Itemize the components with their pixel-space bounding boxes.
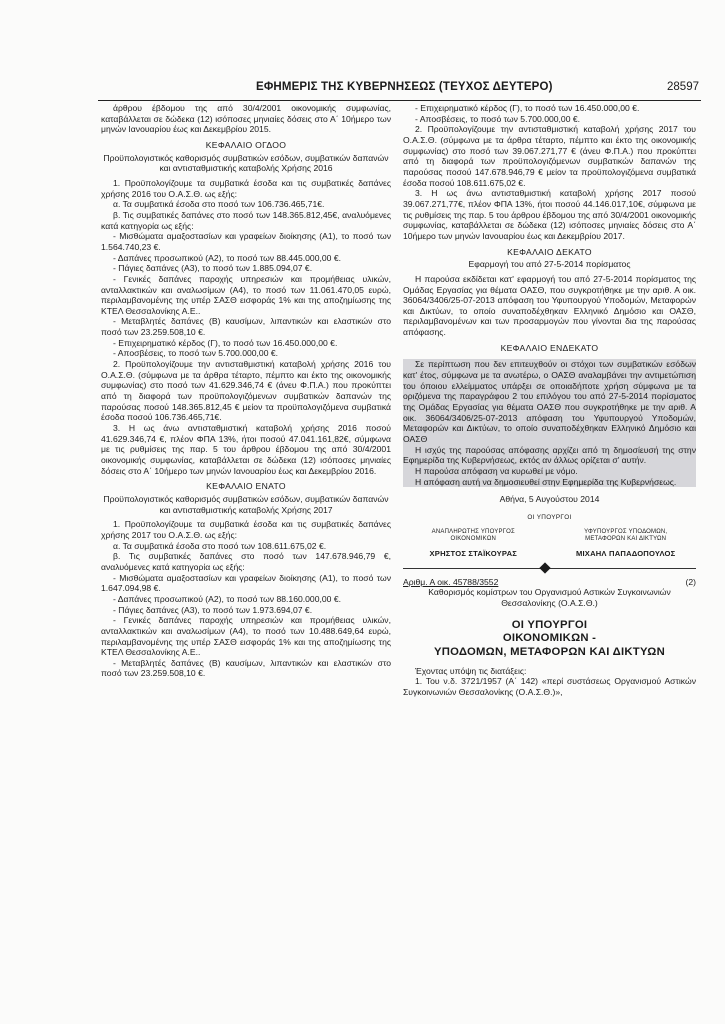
paragraph: 3. Η ως άνω αντισταθμιστική καταβολή χρήσης 2017 ποσού 39.067.271,77€, πλέον ΦΠΑ 13%, ήτοι ποσού 44.146.017,10€, σύμφωνα με τις ρυθμίσεις της παρ. 5 του άρθρου έβδομου της από 30/4/2001 οικονομικής συμφωνίας, καταβάλλεται σε δώδεκα (12) ισόποσες μηνιαίες δόσεις στο Α΄ 10ήμερο των μηνών Ιανουαρίου έως και Δεκεμβρίου 2017. — [403, 188, 696, 241]
chapter-heading: ΚΕΦΑΛΑΙΟ ΟΓΔΟΟ — [205, 139, 287, 150]
list-item: - Γενικές δαπάνες παροχής υπηρεσιών και προμήθειας υλικών, ανταλλακτικών και αναλωσίμων (Α4), το ποσό των 11.061.470,05 ευρώ, περιλαμβανομένης της υπέρ ΣΑΣΘ εισφοράς 1% και της αποζημίωσης της ΚΤΕΛ Θεσσαλονίκης Α.Ε.. — [101, 273, 391, 316]
list-item: α. Τα συμβατικά έσοδα στο ποσό των 106.736.465,71€. — [113, 199, 325, 210]
reference-sequence: (2) — [685, 576, 696, 587]
paragraph: 1. Του ν.δ. 3721/1957 (Α΄ 142) «περί συστάσεως Οργανισμού Αστικών Συγκοινωνιών Θεσσαλονίκης (Ο.Α.Σ.Θ.)», — [403, 676, 696, 697]
list-item: - Δαπάνες προσωπικού (Α2), το ποσό των 88.160.000,00 €. — [113, 593, 341, 604]
chapter-subtitle: Προϋπολογιστικός καθορισμός συμβατικών εσόδων, συμβατικών δαπανών και αντισταθμιστικής καταβολής Χρήσης 2017 — [103, 493, 389, 515]
paragraph: Η παρούσα εκδίδεται κατ' εφαρμογή του από 27-5-2014 πορίσματος της Ομάδας Εργασίας για θέματα ΟΑΣΘ, που συγκροτήθηκε με την αριθ. Α οικ. 36064/3406/25-07-2013 απόφαση του Υφυπουργού Υποδομών, Μεταφορών και Δικτύων, το οποίο συναποδέχθηκαν Ελληνικό Δημόσιο και ΟΑΣΘ, περιλαμβανομένων και των προσαρμογών που γίνονται δια της παρούσας απόφασης. — [403, 273, 696, 338]
signer-role: ΑΝΑΠΛΗΡΩΤΗΣ ΥΠΟΥΡΓΟΣ — [431, 528, 515, 535]
paragraph: Έχοντας υπόψη τις διατάξεις: — [415, 665, 527, 676]
diamond-ornament-icon — [539, 562, 550, 573]
reference-number: Αριθμ. Α οικ. 45788/3552 — [403, 576, 499, 587]
paragraph: 3. Η ως άνω αντισταθμιστική καταβολή χρήσης 2016 ποσού 41.629.346,74 €, πλέον ΦΠΑ 13%, ήτοι ποσού 47.041.161,82€, σύμφωνα με τις ρυθμίσεις της παρ. 5 του άρθρου έβδομου της από 30/4/2001 οικονομικής συμφωνίας, καταβάλλεται σε δώδεκα (12) ισόποσες μηνιαίες δόσεις στο Α΄ 10ήμερο των μηνών Ιανουαρίου έως και Δεκεμβρίου 2016. — [101, 423, 391, 476]
page-number: 28597 — [667, 81, 699, 93]
chapter-heading: ΚΕΦΑΛΑΙΟ ΕΝΑΤΟ — [206, 481, 286, 492]
paragraph: 1. Προϋπολογίζουμε τα συμβατικά έσοδα και τις συμβατικές δαπάνες χρήσης 2017 του Ο.Α.Σ.Θ. ως εξής: — [101, 519, 391, 540]
list-item: - Μισθώματα αμαξοστασίων και γραφείων διοίκησης (Α1), το ποσό των 1.564.740,23 €. — [101, 231, 391, 252]
decision-reference — [403, 577, 696, 588]
list-item: - Γενικές δαπάνες παροχής υπηρεσιών και προμήθειας υλικών, ανταλλακτικών και αναλωσίμων (Α4), το ποσό των 10.488.649,64 ευρώ, περιλαμβανομένης της υπέρ ΣΑΣΘ εισφοράς 1% και της αποζημίωσης της ΚΤΕΛ Θεσσαλονίκης Α.Ε.. — [101, 615, 391, 658]
highlighted-paragraph: Η απόφαση αυτή να δημοσιευθεί στην Εφημερίδα της Κυβερνήσεως. — [403, 477, 696, 488]
chapter-subtitle: Προϋπολογιστικός καθορισμός συμβατικών εσόδων, συμβατικών δαπανών και αντισταθμιστικής καταβολής Χρήσης 2016 — [103, 152, 389, 174]
list-item: - Επιχειρηματικό κέρδος (Γ), το ποσό των 16.450.000,00 €. — [415, 103, 640, 113]
signatures — [403, 529, 696, 558]
highlighted-paragraph: Η ισχύς της παρούσας απόφασης αρχίζει από τη δημοσίευσή της στην Εφημερίδα της Κυβερνήσεως, εκτός αν άλλως ορίζεται σ' αυτήν. — [403, 444, 696, 466]
list-item: - Επιχειρηματικό κέρδος (Γ), το ποσό των 16.450.000,00 €. — [113, 337, 338, 348]
paragraph: 1. Προϋπολογίζουμε τα συμβατικά έσοδα και τις συμβατικές δαπάνες χρήσης 2016 του Ο.Α.Σ.Θ. ως εξής: — [101, 177, 391, 199]
list-item: - Μεταβλητές δαπάνες (Β) καυσίμων, λιπαντικών και ελαστικών στο ποσό των 23.259.508,10 €. — [101, 657, 391, 679]
highlighted-paragraph: Σε περίπτωση που δεν επιτευχθούν οι στόχοι των συμβατικών εσόδων κατ' έτος, σύμφωνα με τα ανωτέρω, ο ΟΑΣΘ αναλαμβάνει την αντιμετώπιση του όποιου ελλείμματος υπάρξει σε οποιαδήποτε χρήση σύμφωνα με τα οριζόμενα της παραγράφου 2 του επιλόγου του από 27-5-2014 πορίσματος της Ομάδας Εργασίας για θέματα ΟΑΣΘ που συγκροτήθηκε με την αριθ. Α οικ. 36064/3406/25-07-2013 απόφαση του Υφυπουργού Υποδομών, Μεταφορών και Δικτύων, το οποίο συναποδέχθηκαν Ελληνικό Δημόσιο και ΟΑΣΘ — [403, 359, 696, 445]
signature-block — [555, 529, 696, 558]
gazette-title: ΕΦΗΜΕΡΙΣ ΤΗΣ ΚΥΒΕΡΝΗΣΕΩΣ (ΤΕΥΧΟΣ ΔΕΥΤΕΡΟ) — [256, 81, 553, 93]
signer-role: ΜΕΤΑΦΟΡΩΝ ΚΑΙ ΔΙΚΤΥΩΝ — [585, 536, 667, 543]
list-item: β. Τις συμβατικές δαπάνες στο ποσό των 148.365.812,45€, αναλυόμενες κατά κατηγορία ως εξής: — [101, 209, 391, 231]
ministers-heading: ΟΙΚΟΝΟΜΙΚΩΝ - — [502, 632, 597, 645]
list-item: - Μισθώματα αμαξοστασίων και γραφείων διοίκησης (Α1), το ποσό των 1.647.094,98 €. — [101, 572, 391, 594]
paragraph: 2. Προϋπολογίζουμε την αντισταθμιστική καταβολή χρήσης 2017 του Ο.Α.Σ.Θ. (σύμφωνα με τα άρθρα τέταρτο, πέμπτο και έκτο της οικονομικής συμφωνίας) στο ποσό των 39.067.271,77 € (άνευ Φ.Π.Α.) που προκύπτει από τη διαφορά των προϋπολογιζόμενων συμβατικών δαπανών της παρούσας ποσού 147.678.946,79 € μείον τα προϋπολογιζόμενα συμβατικά έσοδα ποσού 108.611.675,02 €. — [403, 124, 696, 188]
chapter-heading: ΚΕΦΑΛΑΙΟ ΔΕΚΑΤΟ — [507, 246, 592, 257]
signature-block — [403, 529, 544, 558]
section-separator — [403, 563, 696, 573]
ministers-title: ΟΙ ΥΠΟΥΡΓΟΙ — [527, 513, 572, 521]
list-item: α. Τα συμβατικά έσοδα στο ποσό των 108.611.675,02 €. — [113, 540, 327, 551]
right-column — [403, 103, 696, 698]
paragraph: άρθρου έβδομου της από 30/4/2001 οικονομικής συμφωνίας, καταβάλλεται σε δώδεκα (12) ισόποσες μηνιαίες δόσεις στο Α΄ 10ήμερο των μηνών Ιανουαρίου έως και Δεκεμβρίου 2015. — [101, 103, 391, 135]
page-header — [98, 80, 701, 101]
ministers-heading: ΟΙ ΥΠΟΥΡΓΟΙ — [511, 618, 588, 631]
list-item: - Μεταβλητές δαπάνες (Β) καυσίμων, λιπαντικών και ελαστικών στο ποσό των 23.259.508,10 €. — [101, 316, 391, 338]
list-item: β. Τις συμβατικές δαπάνες στο ποσό των 147.678.946,79 €, αναλυόμενες κατά κατηγορία ως εξής: — [101, 551, 391, 572]
highlighted-paragraph: Η παρούσα απόφαση να κυρωθεί με νόμο. — [403, 466, 696, 477]
decision-title: Καθορισμός κομίστρων του Οργανισμού Αστικών Συγκοινωνιών Θεσσαλονίκης (Ο.Α.Σ.Θ.) — [428, 587, 671, 609]
list-item: - Πάγιες δαπάνες (Α3), το ποσό των 1.973.694,07 €. — [113, 604, 313, 615]
ministers-heading: ΥΠΟΔΟΜΩΝ, ΜΕΤΑΦΟΡΩΝ ΚΑΙ ΔΙΚΤΥΩΝ — [433, 645, 666, 658]
list-item: - Πάγιες δαπάνες (Α3), το ποσό των 1.885.094,07 €. — [113, 263, 313, 274]
list-item: - Αποσβέσεις, το ποσό των 5.700.000,00 €. — [415, 113, 581, 124]
signing-date: Αθήνα, 5 Αυγούστου 2014 — [499, 494, 600, 505]
chapter-heading: ΚΕΦΑΛΑΙΟ ΕΝΔΕΚΑΤΟ — [500, 342, 599, 353]
left-column — [101, 103, 391, 679]
paragraph: 2. Προϋπολογίζουμε την αντισταθμιστική καταβολή χρήσης 2016 του Ο.Α.Σ.Θ. (σύμφωνα με τα άρθρα τέταρτο, πέμπτο και έκτο της οικονομικής συμφωνίας) στο ποσό των 41.629.346,74 € (άνευ Φ.Π.Α.) που προκύπτει από τη διαφορά των προϋπολογιζόμενων συμβατικών δαπανών της παρούσας ποσού 148.365.812,45 € μείον τα προϋπολογιζόμενα συμβατικά έσοδα ποσού 106.736.465,71€. — [101, 359, 391, 423]
signer-name: ΧΡΗΣΤΟΣ ΣΤΑΪΚΟΥΡΑΣ — [429, 548, 518, 558]
list-item: - Δαπάνες προσωπικού (Α2), το ποσό των 88.445.000,00 €. — [113, 252, 341, 263]
list-item: - Αποσβέσεις, το ποσό των 5.700.000,00 €. — [113, 348, 279, 359]
signer-role: ΥΦΥΠΟΥΡΓΟΣ ΥΠΟΔΟΜΩΝ, — [584, 528, 668, 535]
chapter-subtitle: Εφαρμογή του από 27-5-2014 πορίσματος — [468, 259, 631, 270]
signer-name: ΜΙΧΑΗΛ ΠΑΠΑΔΟΠΟΥΛΟΣ — [575, 548, 676, 558]
signer-role: ΟΙΚΟΝΟΜΙΚΩΝ — [450, 536, 497, 543]
